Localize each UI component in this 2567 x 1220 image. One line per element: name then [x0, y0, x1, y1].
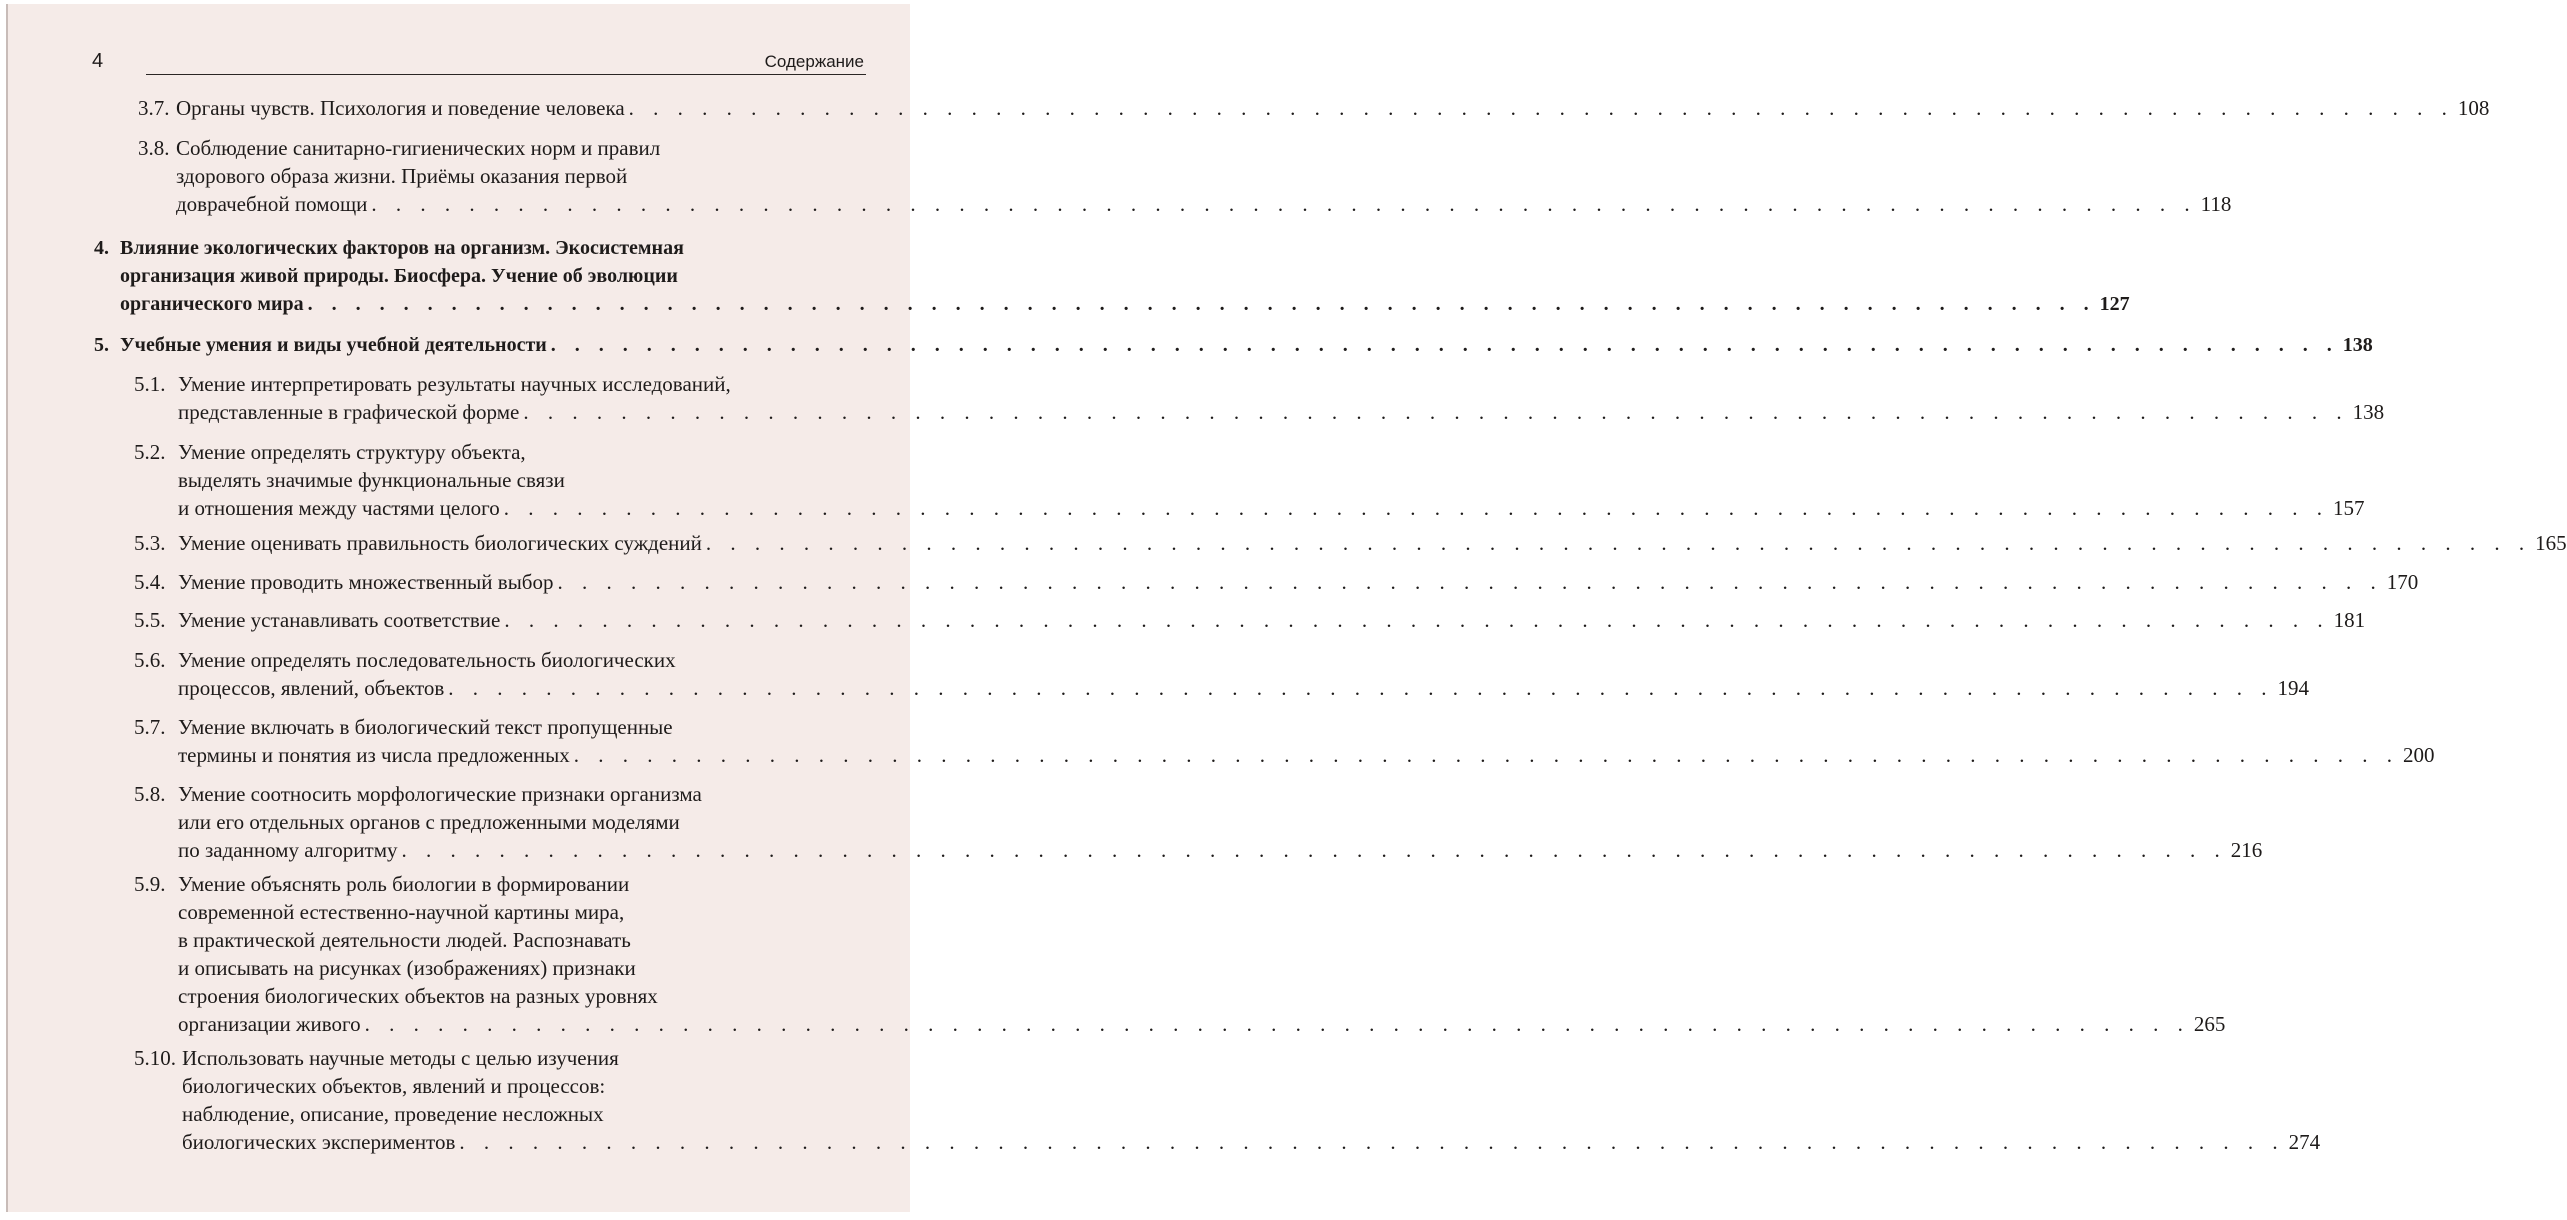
- toc-entry-last-line: [178, 1010, 2226, 1038]
- toc-page-number: 127: [2099, 293, 2130, 315]
- toc-entry-title-line: биологических экспериментов: [182, 1130, 456, 1154]
- toc-entry-title-line: и отношения между частями целого: [178, 496, 500, 520]
- dot-leader: . . . . . . . . . . . . . . . . . . . . . . . . . . . . . . . . . . . . . . . . . . . . . . . . . . . . . . . . . . . . . . . . . . . . . . . . . . .: [550, 334, 2339, 356]
- dot-leader: . . . . . . . . . . . . . . . . . . . . . . . . . . . . . . . . . . . . . . . . . . . . . . . . . . . . . . . . . . . . . . . . . . . . . . . . . . .: [371, 192, 2197, 216]
- toc-entry-title-line: процессов, явлений, объектов: [178, 676, 445, 700]
- toc-entry-title-line: по заданному алгоритму: [178, 838, 398, 862]
- toc-entry: [94, 331, 2373, 359]
- dot-leader: . . . . . . . . . . . . . . . . . . . . . . . . . . . . . . . . . . . . . . . . . . . . . . . . . . . . . . . . . . . . . . . . . . . . . . . . . . .: [401, 838, 2227, 862]
- toc-entry: [134, 438, 2365, 522]
- dot-leader: . . . . . . . . . . . . . . . . . . . . . . . . . . . . . . . . . . . . . . . . . . . . . . . . . . . . . . . . . . . . . . . . . . . . . . . . . . .: [307, 293, 2096, 315]
- dot-leader: . . . . . . . . . . . . . . . . . . . . . . . . . . . . . . . . . . . . . . . . . . . . . . . . . . . . . . . . . . . . . . . . . . . . . . . . . . .: [459, 1130, 2285, 1154]
- toc-entry-number: 5.8.: [134, 782, 166, 806]
- toc-entry: [134, 606, 2366, 634]
- toc-page-number: 138: [2342, 334, 2373, 356]
- toc-entry-number: 5.10.: [134, 1046, 176, 1070]
- toc-entry-last-line: [178, 741, 2435, 769]
- toc-entry-title-line: Умение определять последовательность биологических: [178, 648, 676, 672]
- toc-entry-last-line: [178, 836, 2263, 864]
- toc-entry-last-line: [178, 674, 2310, 702]
- toc-entry-number: 5.3.: [134, 531, 166, 555]
- toc-entry-last-line: [182, 1128, 2321, 1156]
- toc-entry: [138, 134, 2232, 218]
- toc-entry-number: 5.7.: [134, 715, 166, 739]
- dot-leader: . . . . . . . . . . . . . . . . . . . . . . . . . . . . . . . . . . . . . . . . . . . . . . . . . . . . . . . . . . . . . . . . . . . . . . . . . . .: [503, 496, 2329, 520]
- toc-page-number: 194: [2277, 676, 2310, 700]
- running-head: Содержание: [764, 52, 864, 71]
- page-number: 4: [92, 50, 104, 72]
- toc-entry-title-line: строения биологических объектов на разных уровнях: [178, 984, 658, 1008]
- toc-page-number: 165: [2535, 531, 2567, 555]
- toc-entry-number: 5.4.: [134, 570, 166, 594]
- toc-entry-title-line: доврачебной помощи: [176, 192, 368, 216]
- toc-entry-last-line: [176, 190, 2232, 218]
- toc-entry-title-line: Умение определять структуру объекта,: [178, 440, 526, 464]
- toc-page-number: 157: [2332, 496, 2365, 520]
- toc-entry-number: 3.8.: [138, 136, 170, 160]
- toc-entry-number: 5.6.: [134, 648, 166, 672]
- toc-entry-last-line: [178, 568, 2419, 596]
- toc-entry-number: 5.2.: [134, 440, 166, 464]
- toc-entry: [134, 370, 2385, 426]
- toc-entry-title-line: и описывать на рисунках (изображениях) признаки: [178, 956, 636, 980]
- toc-entry-title-line: Умение оценивать правильность биологических суждений: [178, 531, 702, 555]
- toc-entry-title-line: представленные в графической форме: [178, 400, 520, 424]
- toc-entry: [134, 568, 2419, 596]
- toc-entry-title-line: термины и понятия из числа предложенных: [178, 743, 570, 767]
- toc-entry-title-line: здорового образа жизни. Приёмы оказания первой: [176, 164, 628, 188]
- dot-leader: . . . . . . . . . . . . . . . . . . . . . . . . . . . . . . . . . . . . . . . . . . . . . . . . . . . . . . . . . . . . . . . . . . . . . . . . . . .: [628, 96, 2454, 120]
- toc-entry-title-line: биологических объектов, явлений и процессов:: [182, 1074, 606, 1098]
- toc-entry: [94, 234, 2130, 318]
- toc-page-number: 138: [2352, 400, 2385, 424]
- toc-entry-title-line: современной естественно-научной картины мира,: [178, 900, 625, 924]
- toc-entry-title-line: Использовать научные методы с целью изучения: [182, 1046, 619, 1070]
- toc-entry-last-line: [176, 94, 2490, 122]
- toc-entry-title-line: выделять значимые функциональные связи: [178, 468, 565, 492]
- toc-entry-last-line: [178, 529, 2567, 557]
- toc-entry-title-line: в практической деятельности людей. Распознавать: [178, 928, 631, 952]
- toc-entry-title-line: Умение включать в биологический текст пропущенные: [178, 715, 673, 739]
- toc-page-number: 170: [2386, 570, 2419, 594]
- toc-entry: [134, 1044, 2321, 1156]
- toc-entry: [134, 713, 2435, 769]
- toc-page-number: 118: [2200, 192, 2232, 216]
- toc-entry: [134, 646, 2310, 702]
- book-page: [6, 4, 2567, 1212]
- toc-entry-last-line: [178, 606, 2366, 634]
- toc-entry-last-line: [120, 331, 2373, 359]
- toc-entry-title-line: Соблюдение санитарно-гигиенических норм и правил: [176, 136, 661, 160]
- toc-entry-title-line: Умение интерпретировать результаты научных исследований,: [178, 372, 731, 396]
- toc-entry-title-line: Умение объяснять роль биологии в формировании: [178, 872, 630, 896]
- header-rule: [146, 74, 866, 75]
- toc-entry-last-line: [120, 290, 2130, 318]
- toc-entry-title-line: организация живой природы. Биосфера. Учение об эволюции: [120, 265, 678, 287]
- toc-entry-number: 5.5.: [134, 608, 166, 632]
- toc-entry-title-line: органического мира: [120, 293, 304, 315]
- toc-page-number: 265: [2193, 1012, 2226, 1036]
- toc-entry-number: 5.1.: [134, 372, 166, 396]
- toc-entry-last-line: [178, 494, 2365, 522]
- toc-page-number: 108: [2457, 96, 2490, 120]
- dot-leader: . . . . . . . . . . . . . . . . . . . . . . . . . . . . . . . . . . . . . . . . . . . . . . . . . . . . . . . . . . . . . . . . . . . . . . . . . . .: [448, 676, 2274, 700]
- toc-entry: [134, 780, 2263, 864]
- toc-entry-number: 4.: [94, 237, 109, 259]
- toc-page-number: 216: [2230, 838, 2263, 862]
- page-header: [88, 44, 866, 78]
- toc-entry-title-line: организации живого: [178, 1012, 361, 1036]
- toc-entry-number: 3.7.: [138, 96, 170, 120]
- toc-entry-last-line: [178, 398, 2385, 426]
- dot-leader: . . . . . . . . . . . . . . . . . . . . . . . . . . . . . . . . . . . . . . . . . . . . . . . . . . . . . . . . . . . . . . . . . . . . . . . . . . .: [523, 400, 2349, 424]
- dot-leader: . . . . . . . . . . . . . . . . . . . . . . . . . . . . . . . . . . . . . . . . . . . . . . . . . . . . . . . . . . . . . . . . . . . . . . . . . . .: [364, 1012, 2190, 1036]
- toc-entry-title-line: Умение соотносить морфологические признаки организма: [178, 782, 702, 806]
- toc-entry-title-line: Умение устанавливать соответствие: [178, 608, 501, 632]
- toc-page-number: 181: [2333, 608, 2366, 632]
- dot-leader: . . . . . . . . . . . . . . . . . . . . . . . . . . . . . . . . . . . . . . . . . . . . . . . . . . . . . . . . . . . . . . . . . . . . . . . . . . .: [504, 608, 2330, 632]
- toc-entry: [134, 529, 2567, 557]
- toc-entry-title-line: или его отдельных органов с предложенными моделями: [178, 810, 680, 834]
- toc-entry-title-line: наблюдение, описание, проведение несложных: [182, 1102, 604, 1126]
- toc-entry-number: 5.: [94, 334, 109, 356]
- dot-leader: . . . . . . . . . . . . . . . . . . . . . . . . . . . . . . . . . . . . . . . . . . . . . . . . . . . . . . . . . . . . . . . . . . . . . . . . . . .: [705, 531, 2532, 555]
- toc-entry-number: 5.9.: [134, 872, 166, 896]
- dot-leader: . . . . . . . . . . . . . . . . . . . . . . . . . . . . . . . . . . . . . . . . . . . . . . . . . . . . . . . . . . . . . . . . . . . . . . . . . . .: [573, 743, 2400, 767]
- toc-entry-title-line: Влияние экологических факторов на организм. Экосистемная: [120, 237, 684, 259]
- toc-entry-title-line: Учебные умения и виды учебной деятельности: [120, 334, 547, 356]
- toc-page-number: 200: [2403, 743, 2435, 767]
- toc-entry-title-line: Умение проводить множественный выбор: [178, 570, 554, 594]
- toc-page-number: 274: [2288, 1130, 2321, 1154]
- toc-entry-title-line: Органы чувств. Психология и поведение человека: [176, 96, 625, 120]
- toc-entry: [134, 870, 2226, 1038]
- toc-entry: [138, 94, 2490, 122]
- dot-leader: . . . . . . . . . . . . . . . . . . . . . . . . . . . . . . . . . . . . . . . . . . . . . . . . . . . . . . . . . . . . . . . . . . . . . . . . . . .: [557, 570, 2383, 594]
